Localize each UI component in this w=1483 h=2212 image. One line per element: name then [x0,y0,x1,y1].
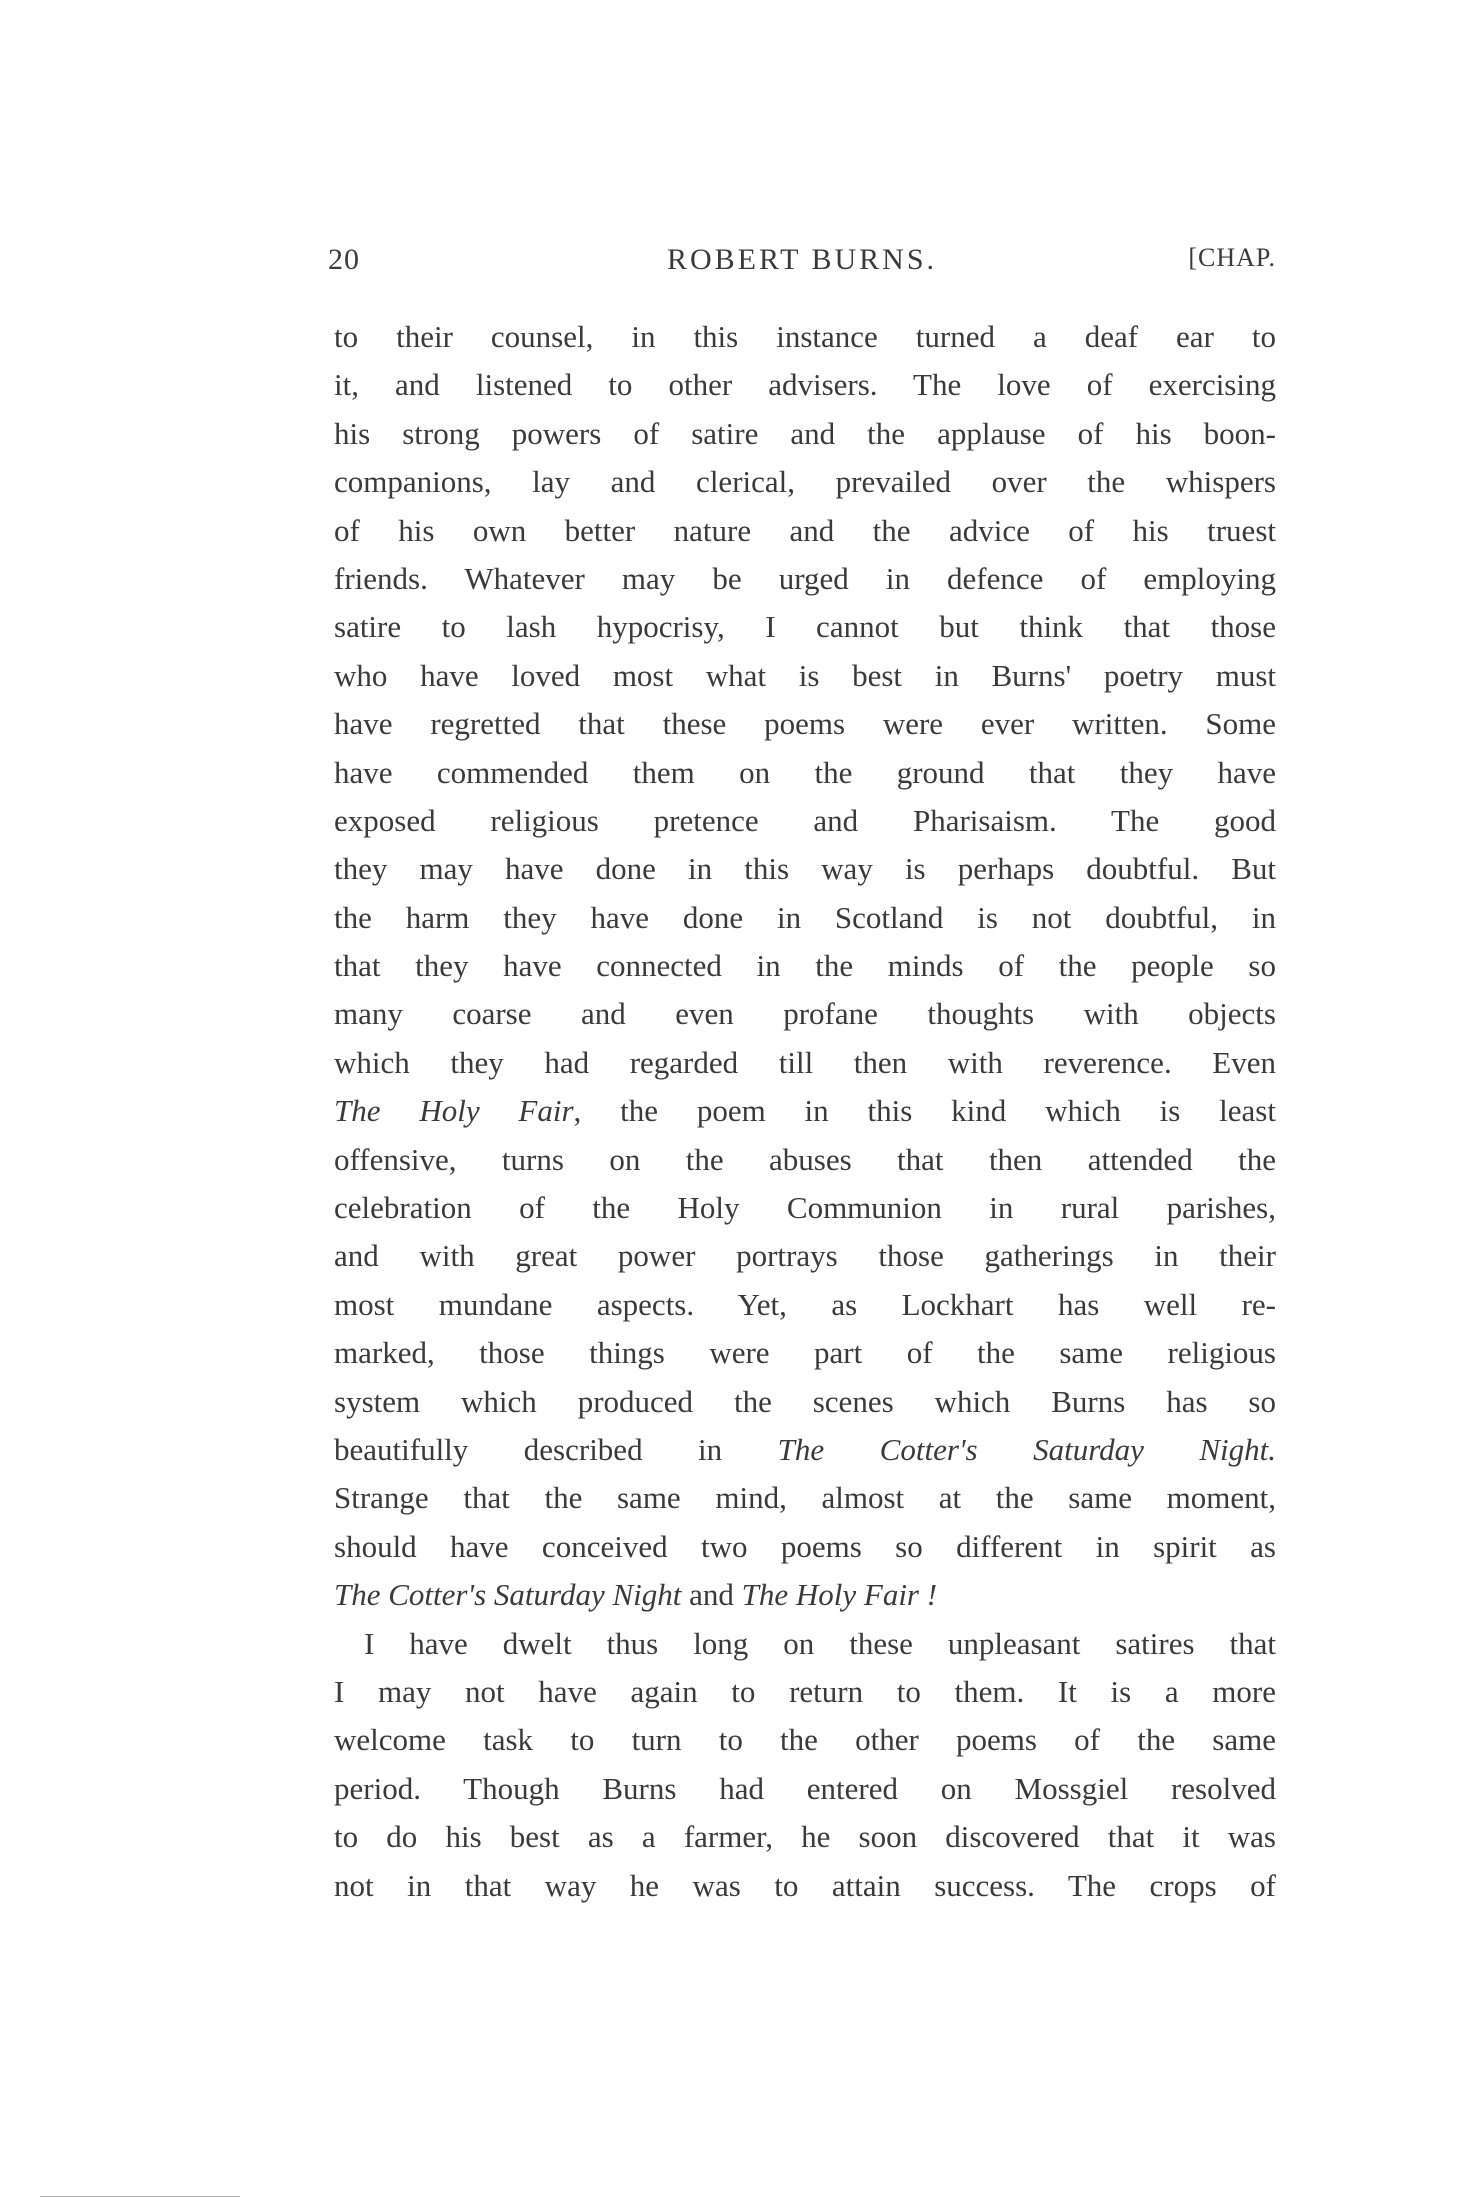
text-line [334,1620,1276,1668]
line-text: that they have connected in the minds of the people so [334,948,1276,984]
line-text: I have dwelt thus long on these unpleasant satires that [364,1625,1276,1661]
body-text [334,313,1276,1910]
text-line [334,1184,1276,1232]
text-line [334,1136,1276,1184]
text-line [334,603,1276,651]
line-text: which they had regarded till then with reverence. Even [334,1044,1276,1080]
page-number: 20 [328,243,360,276]
line-text: they may have done in this way is perhaps doubtful. But [334,851,1276,887]
poem-title: The Cotter's Saturday Night. [777,1431,1276,1467]
line-text: friends. Whatever may be urged in defence of employing [334,560,1276,596]
line-text: of his own better nature and the advice of his truest [334,512,1276,548]
line-text: Strange that the same mind, almost at the same moment, [334,1480,1276,1516]
text-line [334,990,1276,1038]
text-line [334,1281,1276,1329]
text-line [334,1039,1276,1087]
line-text: and with great power portrays those gatherings in their [334,1238,1276,1274]
text-line [334,845,1276,893]
text-line [334,700,1276,748]
line-text: many coarse and even profane thoughts with objects [334,996,1276,1032]
line-text: welcome task to turn to the other poems of the same [334,1722,1276,1758]
line-text: beautifully described in [334,1431,778,1467]
line-text: to their counsel, in this instance turned a deaf ear to [334,319,1276,354]
line-text: the harm they have done in Scotland is not doubtful, in [334,899,1276,935]
text-line [334,1716,1276,1764]
text-line [334,652,1276,700]
line-text: to do his best as a farmer, he soon discovered that it was [334,1819,1276,1855]
line-text: his strong powers of satire and the applause of his boon- [334,415,1276,451]
line-text: not in that way he was to attain success. The crops of [334,1867,1276,1903]
text-line [334,1232,1276,1280]
running-title: ROBERT BURNS. [666,243,938,276]
line-text: who have loved most what is best in Burns' poetry must [334,657,1276,693]
text-line [334,410,1276,458]
text-line [334,1329,1276,1377]
text-line [334,1426,1276,1474]
text-line [334,1474,1276,1522]
text-line [334,555,1276,603]
line-text: companions, lay and clerical, prevailed over the whispers [334,464,1276,500]
line-text: system which produced the scenes which Burns has so [334,1383,1276,1419]
text-line [334,458,1276,506]
text-line [334,1378,1276,1426]
text-line [334,1765,1276,1813]
line-text: period. Though Burns had entered on Mossgiel resolved [334,1770,1276,1806]
line-text: , the poem in this kind which is least [573,1093,1276,1129]
line-text: have commended them on the ground that they have [334,754,1276,790]
text-line [334,1523,1276,1571]
text-line [334,313,1276,361]
line-text: most mundane aspects. Yet, as Lockhart has well re- [334,1286,1276,1322]
line-text: satire to lash hypocrisy, I cannot but think that those [334,609,1276,645]
running-header [328,243,1276,283]
poem-title: The Holy Fair [334,1093,574,1129]
text-line [334,1087,1276,1135]
text-line [334,797,1276,845]
scan-edge-line [40,2196,240,2197]
line-text: have regretted that these poems were ever written. Some [334,706,1276,742]
text-line [334,1571,1276,1619]
line-text: and [681,1577,742,1613]
text-line [334,1813,1276,1861]
text-line [334,361,1276,409]
line-text: should have conceived two poems so different in spirit as [334,1528,1276,1564]
text-line [334,894,1276,942]
line-text: celebration of the Holy Communion in rural parishes, [334,1190,1276,1226]
chapter-mark: [CHAP. [1188,243,1276,272]
text-line [334,1862,1276,1910]
line-text: it, and listened to other advisers. The love of exercising [334,367,1276,403]
text-line [334,749,1276,797]
poem-title: The Cotter's Saturday Night [334,1577,682,1613]
text-line [334,942,1276,990]
line-text: offensive, turns on the abuses that then attended the [334,1141,1276,1177]
text-line [334,507,1276,555]
line-text: exposed religious pretence and Pharisaism. The good [334,802,1276,838]
text-line [334,1668,1276,1716]
poem-title: The Holy Fair ! [741,1577,938,1613]
line-text: I may not have again to return to them. It is a more [334,1673,1276,1709]
line-text: marked, those things were part of the same religious [334,1335,1276,1371]
